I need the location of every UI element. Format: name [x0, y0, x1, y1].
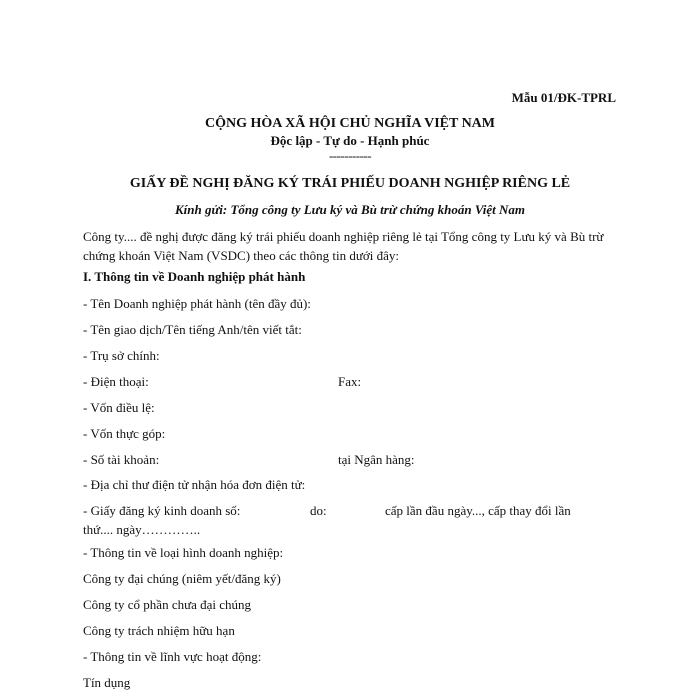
- separator: -----------: [328, 148, 372, 163]
- motto: Độc lập - Tự do - Hạnh phúc: [270, 133, 430, 148]
- issue-dates-continued: thứ.... ngày…………..: [83, 522, 201, 537]
- business-field-heading: - Thông tin về lĩnh vực hoạt động:: [83, 649, 262, 664]
- recipient-line: Kính gửi: Tổng công ty Lưu ký và Bù trừ chứng khoán Việt Nam: [174, 202, 526, 217]
- head-office-field: - Trụ sở chính:: [83, 348, 160, 363]
- business-license-row: [83, 501, 603, 541]
- business-field-credit: Tín dụng: [83, 675, 131, 690]
- account-number-field: - Số tài khoản:: [83, 452, 160, 467]
- bank-field: tại Ngân hàng:: [338, 452, 415, 467]
- enterprise-type-jsc: Công ty cổ phần chưa đại chúng: [83, 597, 252, 612]
- document-title: GIẤY ĐỀ NGHỊ ĐĂNG KÝ TRÁI PHIẾU DOANH NGHIỆP RIÊNG LẺ: [129, 176, 571, 191]
- enterprise-type-public: Công ty đại chúng (niêm yết/đăng ký): [83, 571, 281, 586]
- nation-title: CỘNG HÒA XÃ HỘI CHỦ NGHĨA VIỆT NAM: [204, 116, 495, 131]
- phone-field: - Điện thoại:: [83, 374, 149, 389]
- e-invoice-email-field: - Địa chỉ thư điện tử nhận hóa đơn điện tử:: [83, 477, 306, 492]
- form-code: Mẫu 01/ĐK-TPRL: [511, 90, 616, 105]
- charter-capital-field: - Vốn điều lệ:: [83, 400, 155, 415]
- account-bank-row: [83, 452, 603, 468]
- phone-fax-row: [83, 374, 603, 390]
- paid-capital-field: - Vốn thực góp:: [83, 426, 166, 441]
- trade-name-field: - Tên giao dịch/Tên tiếng Anh/tên viết tắt:: [83, 322, 302, 337]
- issue-dates-field: cấp lần đầu ngày..., cấp thay đổi lần: [385, 503, 571, 518]
- business-license-field: - Giấy đăng ký kinh doanh số:: [83, 503, 241, 518]
- issued-by-field: do:: [310, 503, 327, 518]
- fax-field: Fax:: [338, 374, 362, 389]
- section-heading: I. Thông tin về Doanh nghiệp phát hành: [83, 269, 306, 284]
- enterprise-type-llc: Công ty trách nhiệm hữu hạn: [83, 623, 235, 638]
- enterprise-type-field: - Thông tin về loại hình doanh nghiệp:: [83, 545, 284, 560]
- intro-paragraph: Công ty.... đề nghị được đăng ký trái phiếu doanh nghiệp riêng lẻ tại Tổng công ty Lưu ký và Bù trừ chứng khoán Việt Nam (VSDC) theo các thông tin dưới đây:: [83, 229, 604, 263]
- issuer-name-field: - Tên Doanh nghiệp phát hành (tên đầy đủ):: [83, 296, 311, 311]
